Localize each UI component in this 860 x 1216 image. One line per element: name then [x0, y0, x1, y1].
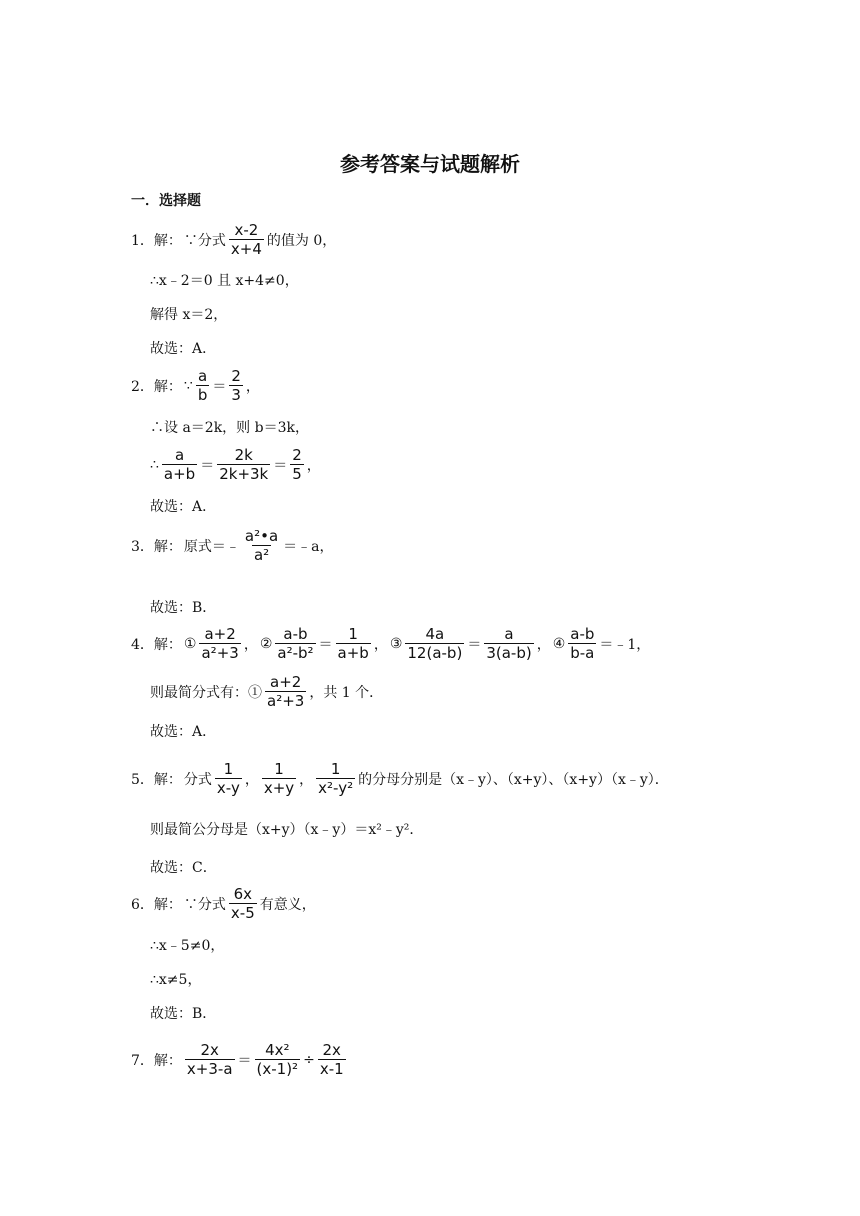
q6-line-3: ∴x≠5，: [150, 972, 202, 988]
q7-number: 7．解：: [131, 1052, 182, 1069]
q4-eq2: ＝: [467, 636, 482, 653]
q4-fraction-6: [568, 625, 596, 662]
q4-f5-den: 3(a-b): [486, 644, 532, 662]
q5-sep2: ，: [299, 771, 314, 788]
q7-f1-den: x+3-a: [186, 1060, 233, 1078]
q3-number: 3．解：: [131, 538, 182, 555]
q1-line-1: [131, 221, 336, 258]
q4-f3-den: a+b: [337, 644, 369, 662]
q6-line-2: ∴x﹣5≠0，: [150, 938, 225, 954]
q4-f1-num: a+2: [204, 625, 236, 643]
q4-sep3: ，: [536, 636, 551, 653]
q2-eq3: ＝: [273, 457, 288, 474]
q3-pre: 原式＝﹣: [183, 538, 240, 555]
q2-fraction-4: [217, 446, 270, 483]
q7-f1-num: 2x: [200, 1041, 219, 1059]
q6-line-4: 故选：B．: [150, 1006, 217, 1022]
q4-fraction-4: [405, 625, 464, 662]
q5-pre: 分式: [183, 771, 212, 788]
q3-fraction: [243, 527, 280, 564]
q2-line-3: [150, 446, 321, 483]
q5-f3-den: x²-y²: [318, 779, 354, 797]
q4-f6-den: b-a: [570, 644, 595, 662]
q5-f2-num: 1: [274, 760, 284, 778]
q7-fraction-3: [318, 1041, 346, 1078]
q2-f1-den: b: [197, 386, 208, 404]
q4-l2-den: a²+3: [267, 692, 305, 710]
q2-f5-den: 5: [292, 465, 302, 483]
q1-fraction: [229, 221, 264, 258]
q4-circle-2: ②: [259, 635, 273, 652]
q2-line-1: [131, 367, 260, 404]
q4-fraction-5: [484, 625, 533, 662]
q4-l2-fraction: [265, 673, 306, 710]
q5-fraction-2: [262, 760, 296, 797]
q4-line-3: 故选：A．: [150, 724, 217, 740]
q7-f2-den: (x-1)²: [256, 1060, 299, 1078]
q2-f2-den: 3: [231, 386, 241, 404]
q6-numerator: 6x: [233, 885, 253, 903]
q5-number: 5．解：: [131, 771, 182, 788]
q4-circle-1: ①: [183, 635, 197, 652]
q1-post: 的值为 0，: [266, 232, 337, 249]
q2-eq1: ＝: [212, 378, 227, 395]
q4-f5-num: a: [504, 625, 514, 643]
q2-f2-num: 2: [231, 367, 241, 385]
q1-line-2: ∴x﹣2＝0 且 x+4≠0，: [150, 273, 299, 289]
q1-pre: ∵分式: [183, 232, 226, 249]
q4-l2-post: ，共 1 个．: [309, 684, 384, 701]
q7-fraction-2: [255, 1041, 301, 1078]
q4-f2-num: a-b: [283, 625, 308, 643]
q1-number: 1．解：: [131, 232, 182, 249]
q3-denominator: a²: [253, 546, 270, 564]
q5-line-3: 故选：C．: [150, 860, 217, 876]
q2-f1-num: a: [198, 367, 208, 385]
q4-tail: ＝﹣1，: [599, 636, 651, 653]
q4-f1-den: a²+3: [201, 644, 239, 662]
q2-fraction-5: [290, 446, 304, 483]
page-title: 参考答案与试题解析: [340, 152, 520, 176]
q3-numerator: a²•a: [244, 527, 279, 545]
q5-f1-den: x-y: [216, 779, 240, 797]
q5-fraction-1: [215, 760, 242, 797]
q4-circle-4: ④: [552, 635, 566, 652]
q1-denominator: x+4: [230, 240, 262, 258]
q4-eq1: ＝: [318, 636, 333, 653]
q6-post: 有意义，: [259, 896, 316, 913]
q3-line-1: [131, 527, 334, 564]
q1-line-3: 解得 x＝2，: [150, 307, 228, 323]
q6-number: 6．解：: [131, 896, 182, 913]
q4-fraction-3: [336, 625, 371, 662]
q2-number: 2．解：: [131, 378, 182, 395]
q4-f2-den: a²-b²: [277, 644, 314, 662]
q7-line-1: [131, 1041, 347, 1078]
q5-f1-num: 1: [223, 760, 234, 778]
q1-line-4: 故选：A．: [150, 341, 217, 357]
q2-fraction-2: [229, 367, 243, 404]
q6-denominator: x-5: [230, 904, 255, 922]
q5-line-1: [131, 760, 669, 797]
q2-line-4: 故选：A．: [150, 499, 217, 515]
q2-f3-den: a+b: [163, 465, 196, 483]
q7-fraction-1: [185, 1041, 235, 1078]
section-heading: 一．选择题: [131, 193, 201, 209]
q2-line-2: ∴设 a＝2k，则 b＝3k，: [150, 420, 309, 436]
q2-therefore: ∴: [150, 456, 159, 473]
q4-f6-num: a-b: [570, 625, 595, 643]
q2-eq2: ＝: [200, 457, 215, 474]
q2-f4-num: 2k: [234, 446, 253, 464]
q4-sep1: ，: [243, 636, 258, 653]
q4-f4-num: 4a: [425, 625, 445, 643]
q2-comma1: ，: [245, 378, 260, 395]
q6-fraction: [229, 885, 257, 922]
q5-sep1: ，: [244, 771, 259, 788]
q2-f5-num: 2: [292, 446, 302, 464]
q4-sep2: ，: [373, 636, 388, 653]
q2-comma2: ，: [306, 457, 321, 474]
q2-f4-den: 2k+3k: [219, 465, 269, 483]
q4-l2-pre: 则最简分式有：①: [150, 684, 262, 701]
q2-because: ∵: [183, 377, 193, 394]
q5-fraction-3: [316, 760, 355, 797]
q3-line-2: 故选：B．: [150, 600, 217, 616]
q5-f2-den: x+y: [263, 779, 295, 797]
q5-f3-num: 1: [330, 760, 341, 778]
q6-line-1: [131, 885, 316, 922]
q4-l2-num: a+2: [270, 673, 302, 691]
q2-fraction-3: [162, 446, 197, 483]
q7-f3-num: 2x: [322, 1041, 341, 1059]
q4-f4-den: 12(a-b): [407, 644, 463, 662]
q7-eq: ＝: [237, 1052, 252, 1069]
q2-fraction-1: [196, 367, 210, 404]
q4-fraction-2: [275, 625, 315, 662]
q7-f3-den: x-1: [319, 1060, 344, 1078]
q1-numerator: x-2: [234, 221, 259, 239]
q4-f3-num: 1: [348, 625, 358, 643]
q5-line-2: 则最简公分母是（x+y）（x﹣y）＝x²﹣y²．: [150, 822, 424, 838]
q2-f3-num: a: [174, 446, 185, 464]
q4-line-1: [131, 625, 650, 662]
q6-pre: ∵分式: [183, 896, 226, 913]
q4-circle-3: ③: [389, 635, 403, 652]
q3-post: ＝﹣a，: [283, 538, 334, 555]
q4-line-2: [150, 673, 383, 710]
q4-number: 4．解：: [131, 636, 182, 653]
q4-fraction-1: [199, 625, 240, 662]
q7-f2-num: 4x²: [265, 1041, 290, 1059]
q7-div: ÷: [303, 1051, 315, 1068]
q5-post: 的分母分别是（x﹣y）、（x+y）、（x+y）（x﹣y）．: [358, 771, 669, 788]
